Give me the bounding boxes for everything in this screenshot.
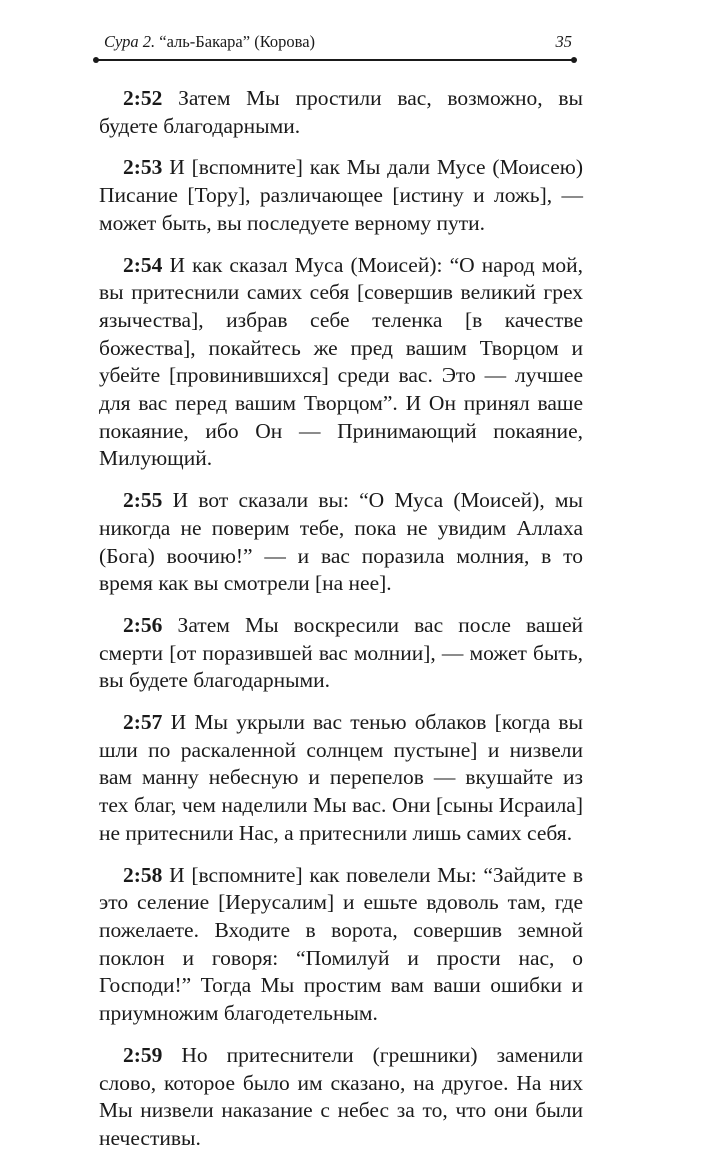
- verse-2-56: [99, 612, 583, 695]
- running-header: [96, 31, 574, 53]
- verse-2-52: [99, 85, 583, 140]
- verse-2-59: [99, 1042, 583, 1153]
- verse-text: Затем Мы воскресили вас после вашей смерти [от поразившей вас молнии], — может быть, вы будете благодарными.: [99, 612, 583, 693]
- verse-number: 2:58: [123, 862, 163, 887]
- verse-text: Затем Мы простили вас, возможно, вы будете благодарными.: [99, 86, 583, 138]
- verse-number: 2:54: [123, 252, 163, 277]
- verse-2-53: [99, 154, 583, 237]
- header-rule: [96, 59, 574, 61]
- verse-number: 2:52: [123, 86, 163, 110]
- verse-number: 2:59: [123, 1042, 163, 1067]
- page-number: 35: [555, 32, 572, 51]
- verse-text: И Мы укрыли вас тенью облаков [когда вы шли по раскаленной солнцем пустыне] и низвели вам манну небесную и перепелов — вкушайте из тех благ, чем наделили Мы вас. Они [сыны Исраила] не притеснили Нас, а притеснили лишь самих себя.: [99, 710, 583, 845]
- verse-2-58: [99, 862, 583, 1028]
- verse-text: И [вспомните] как повелели Мы: “Зайдите в это селение [Иерусалим] и ешьте вдоволь там, где пожелаете. Входите в ворота, совершив земной поклон и говоря: “Помилуй и прости нас, о Господи!” Тогда Мы простим вам ваши ошибки и приумножим благодетельным.: [99, 862, 583, 1026]
- page-body: [99, 85, 583, 1167]
- verse-2-54: [99, 252, 583, 474]
- verse-2-57: [99, 709, 583, 848]
- verse-text: И как сказал Муса (Моисей): “О народ мой, вы притеснили самих себя [совершив великий грех язычества], избрав себе теленка [в качестве божества], покайтесь же пред вашим Творцом и убейте [провинившихся] среди вас. Это — лучшее для вас перед вашим Творцом”. И Он принял ваше покаяние, ибо Он — Принимающий покаяние, Милующий.: [99, 252, 583, 471]
- verse-number: 2:57: [123, 710, 163, 735]
- chapter-title: [104, 31, 315, 53]
- verse-2-55: [99, 487, 583, 598]
- verse-text: И [вспомните] как Мы дали Мусе (Моисею) Писание [Тору], различающее [истину и ложь], — может быть, вы последуете верному пути.: [99, 155, 583, 235]
- verse-number: 2:53: [123, 155, 163, 180]
- verse-text: И вот сказали вы: “О Муса (Моисей), мы никогда не поверим тебе, пока не увидим Аллаха (Бога) воочию!” — и вас поразила молния, в то время как вы смотрели [на нее].: [99, 488, 583, 596]
- verse-number: 2:55: [123, 488, 163, 513]
- sura-name: “аль-Бакара” (Корова): [155, 32, 316, 51]
- verse-number: 2:56: [123, 612, 163, 637]
- sura-label: Сура 2.: [104, 32, 156, 51]
- verse-text: Но притеснители (грешники) заменили слово, которое было им сказано, на другое. На них Мы низвели наказание с небес за то, что они были нечестивы.: [99, 1042, 583, 1150]
